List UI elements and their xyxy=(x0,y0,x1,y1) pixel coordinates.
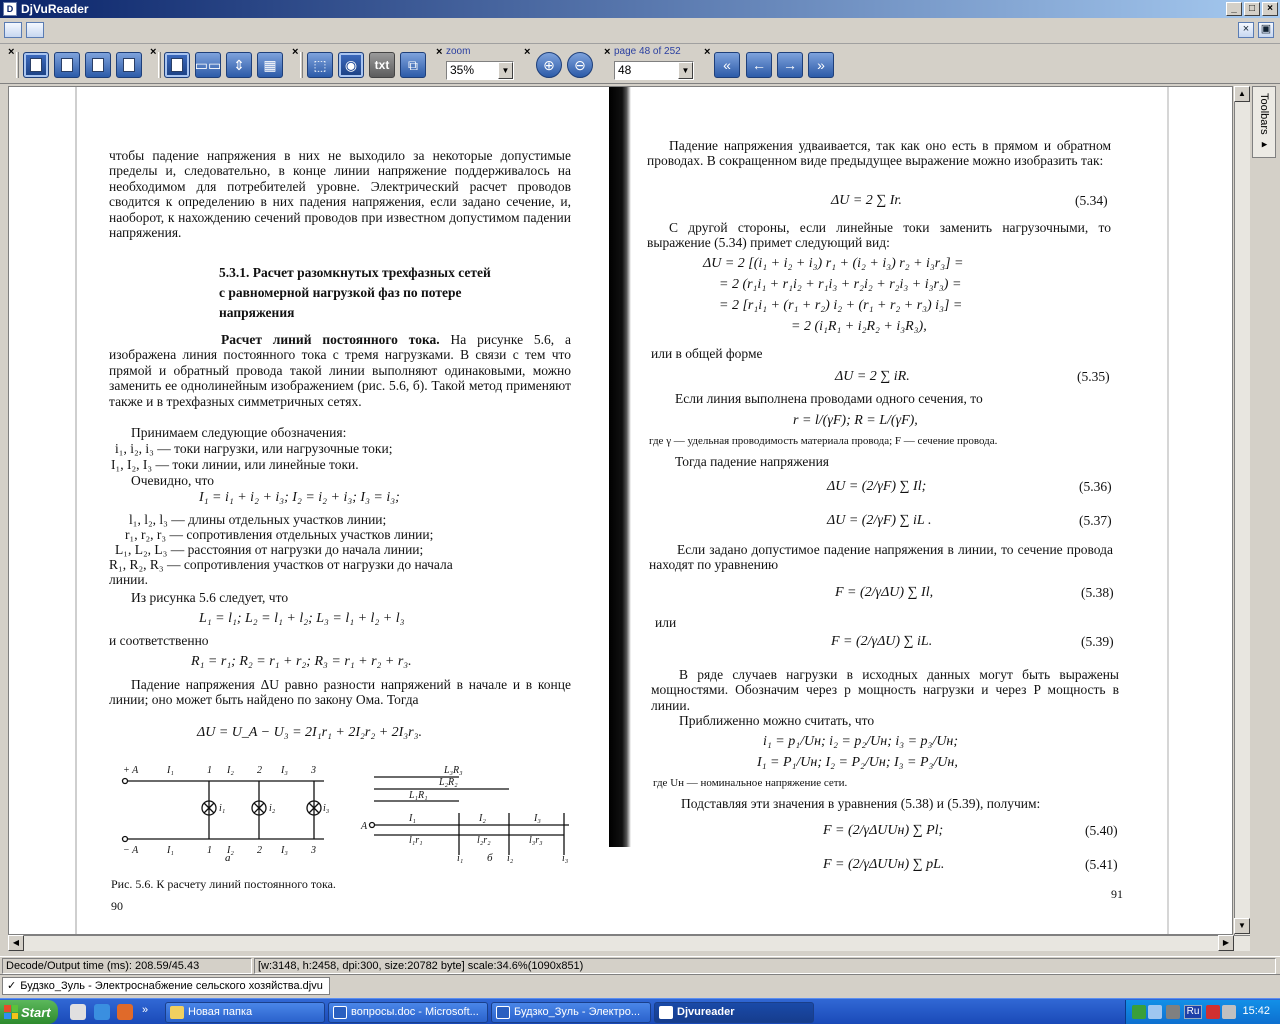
toolbar xyxy=(0,44,1280,84)
equation-number: (5.39) xyxy=(1081,634,1114,649)
formula: I₁ = P₁/Uн; I₂ = P₂/Uн; I₃ = P₃/Uн, xyxy=(757,755,958,770)
text-line: Подставляя эти значения в уравнения (5.38) и (5.39), получим: xyxy=(681,796,1041,811)
equation-number: (5.34) xyxy=(1075,193,1108,208)
quicklaunch-icon[interactable] xyxy=(70,1004,86,1020)
close-button[interactable]: × xyxy=(1262,2,1278,16)
svg-text:I₂: I₂ xyxy=(479,813,486,824)
formula: r = l/(γF); R = L/(γF), xyxy=(793,413,918,428)
djvu-app-icon xyxy=(659,1006,673,1019)
tray-app-icon[interactable] xyxy=(1166,1005,1180,1019)
formula: = 2 [r₁i₁ + (r₁ + r₂) i₂ + (r₁ + r₂ + r₃) i₃] = xyxy=(719,298,963,313)
svg-text:I₁: I₁ xyxy=(167,765,174,776)
text-line: r₁, r₂, r₃ — сопротивления отдельных участков линии; xyxy=(125,527,434,542)
right-paragraph-3: Если задано допустимое падение напряжения в линии, то сечение провода находят по уравнению xyxy=(649,542,1113,573)
left-paragraph-1: чтобы падение напряжения в них не выходило за некоторые допустимые пределы и, следовательно, в конце линии напряжение поддерживалось на необходимом для потребителей уровне. Электрический расчет проводов сводится к определению в них падения напряжения, если задано сечение, и, наоборот, к нахождению сечений проводов при известном допустимом падении напряжения. xyxy=(109,148,571,241)
vertical-scrollbar[interactable] xyxy=(1234,86,1250,935)
svg-text:2: 2 xyxy=(257,845,262,856)
taskbar-item-label: Будзко_Зуль - Электро... xyxy=(514,1006,641,1018)
scroll-up-icon[interactable]: ▲ xyxy=(1234,86,1250,102)
text-line: Из рисунка 5.6 следует, что xyxy=(131,590,289,605)
language-indicator[interactable]: Ru xyxy=(1184,1005,1202,1019)
toolbar-close-icon[interactable]: × xyxy=(8,46,15,58)
text-line: или xyxy=(655,615,677,630)
browser-icon[interactable] xyxy=(94,1004,110,1020)
toolbar-close-icon[interactable]: × xyxy=(704,46,711,58)
svg-text:1: 1 xyxy=(207,765,212,776)
text-line: I₁, I₂, I₃ — токи линии, или линейные токи. xyxy=(111,457,359,472)
equation-number: (5.40) xyxy=(1085,823,1118,838)
svg-text:3: 3 xyxy=(311,765,316,776)
formula: ΔU = U_A − U₃ = 2I₁r₁ + 2I₂r₂ + 2I₃r₃. xyxy=(197,725,422,740)
system-tray xyxy=(1125,1000,1280,1024)
zoom-out-button[interactable]: ⊖ xyxy=(567,52,593,78)
start-label: Start xyxy=(21,1004,51,1020)
equation-number: (5.41) xyxy=(1085,857,1118,872)
chevron-down-icon[interactable]: ▼ xyxy=(678,62,693,79)
equation-number: (5.36) xyxy=(1079,479,1112,494)
toolbar-grip[interactable] xyxy=(300,52,303,78)
text-line: Приближенно можно считать, что xyxy=(679,713,875,728)
svg-text:L₂R₂: L₂R₂ xyxy=(439,777,458,788)
document-tab[interactable] xyxy=(2,977,330,995)
text-line: R₁, R₂, R₃ — сопротивления участков от нагрузки до начала xyxy=(109,557,453,572)
svg-text:I₁: I₁ xyxy=(409,813,416,824)
single-page-button[interactable] xyxy=(164,52,190,78)
page-value: 48 xyxy=(618,63,632,77)
zoom-value: 35% xyxy=(450,63,475,77)
svg-text:i₃: i₃ xyxy=(562,853,569,863)
right-paragraph-4: В ряде случаев нагрузки в исходных данных могут быть выражены мощностями. Обозначим через p мощность нагрузки и через P мощность в линии. xyxy=(651,667,1119,713)
right-paragraph-1: Падение напряжения удваивается, так как оно есть в прямом и обратном проводах. В сокращенном виде предыдущее выражение можно изобразить так: xyxy=(647,138,1111,169)
equation-number: (5.35) xyxy=(1077,369,1110,384)
prev-page-button[interactable]: ← xyxy=(746,52,772,78)
title-bar xyxy=(0,0,1280,18)
taskbar-item-active[interactable] xyxy=(654,1002,814,1023)
grid-view-button[interactable]: ▦ xyxy=(257,52,283,78)
text-line: i₁, i₂, i₃ — токи нагрузки, или нагрузочные токи; xyxy=(115,441,393,456)
scroll-right-icon[interactable]: ▶ xyxy=(1218,935,1234,951)
toolbar-close-icon[interactable]: × xyxy=(436,46,443,58)
svg-text:2: 2 xyxy=(257,765,262,776)
page-number-left: 90 xyxy=(111,899,123,913)
copy-button[interactable]: ⧉ xyxy=(400,52,426,78)
formula: I₁ = i₁ + i₂ + i₃; I₂ = i₂ + i₃; I₃ = i₃; xyxy=(199,490,400,505)
tree-view-2-button[interactable] xyxy=(54,52,80,78)
equation-number: (5.37) xyxy=(1079,513,1112,528)
taskbar xyxy=(0,998,1280,1024)
folder-icon xyxy=(170,1006,184,1019)
search-icon[interactable] xyxy=(1148,1005,1162,1019)
left-page xyxy=(9,87,609,935)
network-icon[interactable] xyxy=(1132,1005,1146,1019)
svg-text:L₃R₃: L₃R₃ xyxy=(444,765,463,776)
toolbars-side-tab[interactable]: Toolbars ▸ xyxy=(1252,86,1276,158)
section-heading-line-3: напряжения xyxy=(219,305,295,320)
scroll-left-icon[interactable]: ◀ xyxy=(8,935,24,951)
svg-text:3: 3 xyxy=(311,845,316,856)
svg-text:1: 1 xyxy=(207,845,212,856)
footnote-line: где Uн — номинальное напряжение сети. xyxy=(653,777,848,789)
menu-row xyxy=(0,18,1280,44)
zoom-combo[interactable] xyxy=(446,61,514,80)
volume-icon[interactable] xyxy=(1222,1005,1236,1019)
image-mode-button[interactable]: ◉ xyxy=(338,52,364,78)
svg-text:I₃: I₃ xyxy=(281,845,288,856)
page-combo[interactable] xyxy=(614,61,694,80)
text-line: Очевидно, что xyxy=(131,473,214,488)
left-paragraph-2 xyxy=(109,332,571,409)
window-title: DjVuReader xyxy=(21,2,89,16)
formula-5-38: F = (2/γΔU) ∑ Il, xyxy=(835,585,934,600)
right-paragraph-2: С другой стороны, если линейные токи заменить нагрузочными, то выражение (5.34) примет следующий вид: xyxy=(647,220,1111,251)
text-line: Если линия выполнена проводами одного сечения, то xyxy=(675,391,983,406)
formula-5-34: ΔU = 2 ∑ Ir. xyxy=(831,193,902,208)
formula-5-40: F = (2/γΔUUн) ∑ Pl; xyxy=(823,823,944,838)
svg-text:I₂: I₂ xyxy=(227,845,234,856)
svg-text:A: A xyxy=(361,821,368,832)
taskbar-item[interactable] xyxy=(165,1002,325,1023)
figure-label-a: а xyxy=(225,852,231,863)
app-icon: D xyxy=(3,2,17,16)
toolbar-close-icon[interactable]: × xyxy=(292,46,299,58)
toolbar-grip[interactable] xyxy=(16,52,19,78)
svg-text:I₂: I₂ xyxy=(227,765,234,776)
zoom-in-button[interactable]: ⊕ xyxy=(536,52,562,78)
formula: L₁ = l₁; L₂ = l₁ + l₂; L₃ = l₁ + l₂ + l₃ xyxy=(199,611,405,626)
zoom-label: zoom xyxy=(446,46,471,57)
windows-logo-icon xyxy=(4,1005,18,1019)
taskbar-item-label: вопросы.doc - Microsoft... xyxy=(351,1006,479,1018)
formula: = 2 (r₁i₁ + r₁i₂ + r₁i₃ + r₂i₂ + r₂i₃ + i₃r₃) = xyxy=(719,277,962,292)
svg-text:i₁: i₁ xyxy=(219,803,226,814)
mdi-close-icon[interactable]: × xyxy=(1238,22,1254,38)
formula-5-39: F = (2/γΔU) ∑ iL. xyxy=(831,634,933,649)
formula: R₁ = r₁; R₂ = r₁ + r₂; R₃ = r₁ + r₂ + r₃. xyxy=(191,654,412,669)
equation-number: (5.38) xyxy=(1081,585,1114,600)
toolbar-close-icon[interactable]: × xyxy=(524,46,531,58)
formula-5-35: ΔU = 2 ∑ iR. xyxy=(835,369,910,384)
paragraph-text: На рисунке 5.6, а изображена линия постоянного тока с тремя нагрузками. В связи с тем что прямой и обратный провода такой линии выполняют одинаковыми, можно заменить ее однолинейным изображением (рис. 5.6, б). Такой метод применяют также и в трехфазных симметричных сетях. xyxy=(109,332,572,409)
chevron-down-icon[interactable]: ▼ xyxy=(498,62,513,79)
text-line: Тогда падение напряжения xyxy=(675,454,829,469)
minimize-button[interactable]: _ xyxy=(1226,2,1242,16)
quicklaunch-icon[interactable] xyxy=(117,1004,133,1020)
mdi-restore-icon[interactable]: ▣ xyxy=(1258,22,1274,38)
formula-5-36: ΔU = (2/γF) ∑ Il; xyxy=(827,479,927,494)
last-page-button[interactable]: » xyxy=(808,52,834,78)
first-page-button[interactable]: « xyxy=(714,52,740,78)
svg-text:i₁: i₁ xyxy=(457,853,464,863)
svg-text:i₂: i₂ xyxy=(269,803,276,814)
tree-view-3-button[interactable] xyxy=(85,52,111,78)
svg-text:− A: − A xyxy=(123,845,139,856)
document-tabs xyxy=(0,974,1280,996)
print-icon[interactable] xyxy=(26,22,44,38)
maximize-button[interactable]: □ xyxy=(1244,2,1260,16)
text-line: l₁, l₂, l₃ — длины отдельных участков линии; xyxy=(129,512,387,527)
tree-view-4-button[interactable] xyxy=(116,52,142,78)
page-label: page 48 of 252 xyxy=(614,46,681,57)
page-edge xyxy=(1167,87,1169,935)
svg-text:I₃: I₃ xyxy=(281,765,288,776)
text-line: или в общей форме xyxy=(651,346,763,361)
text-line: и соответственно xyxy=(109,633,209,648)
toolbar-grip[interactable] xyxy=(158,52,161,78)
formula: i₁ = p₁/Uн; i₂ = p₂/Uн; i₃ = p₃/Uн; xyxy=(763,734,959,749)
two-pages-button[interactable]: ▭▭ xyxy=(195,52,221,78)
start-button[interactable] xyxy=(0,1000,58,1024)
tree-view-1-button[interactable] xyxy=(23,52,49,78)
open-folder-icon[interactable] xyxy=(4,22,22,38)
continuous-button[interactable]: ⇕ xyxy=(226,52,252,78)
checkmark-icon: ✓ xyxy=(7,980,17,992)
section-heading-line-1: 5.3.1. Расчет разомкнутых трехфазных сетей xyxy=(219,265,491,280)
svg-text:I₃: I₃ xyxy=(534,813,541,824)
text-line: L₁, L₂, L₃ — расстояния от нагрузки до начала линии; xyxy=(115,542,424,557)
formula: = 2 (i₁R₁ + i₂R₂ + i₃R₃), xyxy=(791,319,927,334)
footnote-line: где γ — удельная проводимость материала провода; F — сечение провода. xyxy=(649,435,998,447)
word-doc-icon xyxy=(496,1006,510,1019)
taskbar-item-label: Djvureader xyxy=(677,1006,735,1018)
svg-text:+ A: + A xyxy=(123,765,139,776)
document-tab-label: Будзко_Зуль - Электроснабжение сельского хозяйства.djvu xyxy=(20,980,323,992)
text-mode-button[interactable]: txt xyxy=(369,52,395,78)
svg-text:i₂: i₂ xyxy=(507,853,514,863)
right-page xyxy=(631,87,1131,935)
horizontal-scrollbar[interactable] xyxy=(8,935,1250,951)
formula: ΔU = 2 [(i₁ + i₂ + i₃) r₁ + (i₂ + i₃) r₂ + i₃r₃] = xyxy=(703,256,964,271)
toolbar-close-icon[interactable]: × xyxy=(604,46,611,58)
safely-remove-icon[interactable] xyxy=(1206,1005,1220,1019)
formula-5-41: F = (2/γΔUUн) ∑ pL. xyxy=(823,857,945,872)
figure-caption: Рис. 5.6. К расчету линий постоянного тока. xyxy=(111,877,336,891)
figure-label-b: б xyxy=(487,852,493,863)
paragraph-lead: Расчет линий постоянного тока. xyxy=(221,332,440,347)
left-paragraph-3: Падение напряжения ΔU равно разности напряжений в начале и в конце линии; оно может быть найдено по закону Ома. Тогда xyxy=(109,677,571,708)
svg-text:l₁r₁: l₁r₁ xyxy=(409,835,423,846)
taskbar-item[interactable] xyxy=(328,1002,488,1023)
chevron-right-icon[interactable]: » xyxy=(142,1004,149,1016)
svg-text:L₁R₁: L₁R₁ xyxy=(409,790,428,801)
next-page-button[interactable]: → xyxy=(777,52,803,78)
status-decode-time: Decode/Output time (ms): 208.59/45.43 xyxy=(2,958,252,974)
taskbar-item[interactable] xyxy=(491,1002,651,1023)
figure-5-6 xyxy=(109,763,579,863)
clock: 15:42 xyxy=(1242,1005,1270,1017)
svg-text:I₁: I₁ xyxy=(167,845,174,856)
svg-text:i₃: i₃ xyxy=(323,803,330,814)
document-view[interactable] xyxy=(8,86,1233,935)
book-spine xyxy=(609,87,631,847)
toolbar-close-icon[interactable]: × xyxy=(150,46,157,58)
formula-5-37: ΔU = (2/γF) ∑ iL . xyxy=(827,513,932,528)
svg-text:l₂r₂: l₂r₂ xyxy=(477,835,491,846)
text-line: Принимаем следующие обозначения: xyxy=(131,425,347,440)
status-page-info: [w:3148, h:2458, dpi:300, size:20782 byte] scale:34.6%(1090x851) xyxy=(254,958,1276,974)
select-region-button[interactable]: ⬚ xyxy=(307,52,333,78)
text-line: линии. xyxy=(109,572,149,587)
page-number-right: 91 xyxy=(1111,887,1123,901)
status-bar xyxy=(0,956,1280,974)
taskbar-item-label: Новая папка xyxy=(188,1006,253,1018)
svg-text:l₃r₃: l₃r₃ xyxy=(529,835,543,846)
scroll-down-icon[interactable]: ▼ xyxy=(1234,918,1250,934)
section-heading-line-2: с равномерной нагрузкой фаз по потере xyxy=(219,285,462,300)
word-doc-icon xyxy=(333,1006,347,1019)
